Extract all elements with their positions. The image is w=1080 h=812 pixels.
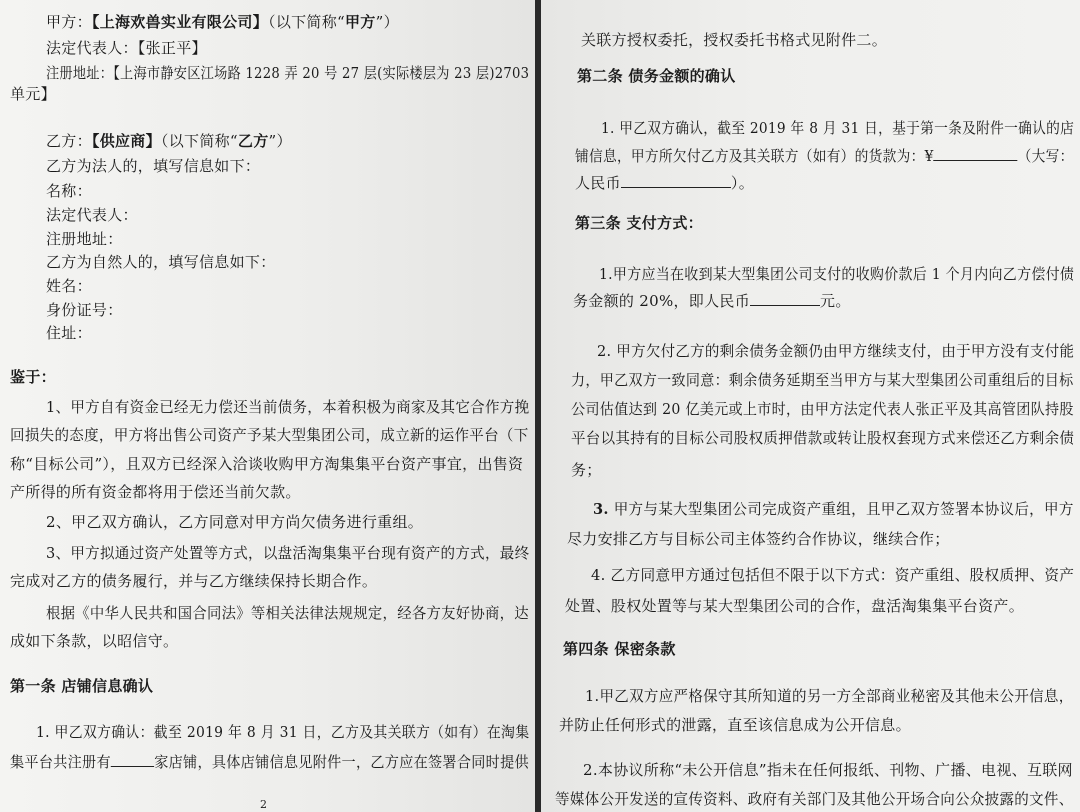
article-4-1-line-2: 并防止任何形式的泄露，直至该信息成为公开信息。 (559, 716, 911, 734)
article-1-line-2-b: 家店铺，具体店铺信息见附件一，乙方应在签署合同时提供 (154, 753, 529, 771)
field-representative: 法定代表人： (46, 206, 138, 224)
article-1-line-2 (10, 752, 529, 772)
whereas-1-line-3: 称“目标公司”），且双方已经深入洽谈收购甲方淘集集平台资产事宜，出售资 (10, 455, 524, 473)
left-page (0, 0, 535, 812)
field-id-number: 身份证号： (46, 301, 123, 319)
article-4-1-line-1: 1.甲乙双方应严格保守其所知道的另一方全部商业秘密及其他未公开信息， (585, 687, 1074, 705)
article-3-2-line-5: 务； (571, 461, 602, 479)
article-3-heading: 第三条 支付方式： (575, 214, 703, 232)
party-a-address-cont: 单元】 (10, 85, 56, 103)
article-1-cont: 关联方授权委托，授权委托书格式见附件二。 (581, 31, 888, 49)
natural-person-header: 乙方为自然人的，填写信息如下： (46, 253, 276, 271)
field-person-name: 姓名： (46, 277, 92, 295)
party-a-abbr-suffix: ”） (375, 13, 399, 31)
article-3-4-line-1: 4. 乙方同意甲方通过包括但不限于以下方式：资产重组、股权质押、资产 (591, 566, 1075, 584)
party-a-representative: 法定代表人：【张正平】 (46, 39, 207, 57)
whereas-3-line-2: 完成对乙方的债务履行，并与乙方继续保持长期合作。 (10, 572, 378, 590)
article-2-line-3 (575, 173, 754, 193)
payment-blank (750, 291, 820, 306)
page-number: 2 (260, 798, 267, 811)
article-4-2-line-1: 2.本协议所称“未公开信息”指未在任何报纸、刊物、广播、电视、互联网 (583, 761, 1073, 779)
party-a-label: 甲方： (46, 13, 92, 31)
party-a-name: 【上海欢兽实业有限公司】 (91, 13, 269, 31)
party-a-abbr: 甲方 (345, 13, 376, 31)
legal-basis-line-1: 根据《中华人民共和国合同法》等相关法律法规规定，经各方友好协商，达 (46, 604, 529, 622)
party-b-abbr-suffix: ”） (268, 132, 292, 150)
whereas-1-line-2: 回损失的态度，甲方将出售公司资产予某大型集团公司，成立新的运作平台（下 (10, 426, 529, 444)
field-address: 注册地址： (46, 230, 123, 248)
article-3-1-line-2 (573, 291, 851, 311)
article-4-2-line-2: 等媒体公开发送的宣传资料、政府有关部门及其他公开场合向公众披露的文件、 (555, 790, 1074, 808)
legal-person-header: 乙方为法人的，填写信息如下： (46, 157, 261, 175)
article-2-line-1: 1. 甲乙双方确认，截至 2019 年 8 月 31 日，基于第一条及附件一确认的店 (601, 119, 1075, 137)
amount-words-blank (621, 173, 731, 188)
whereas-heading: 鉴于： (10, 368, 56, 386)
article-3-1-line-2-b: 元。 (820, 292, 851, 310)
whereas-3-line-1: 3、甲方拟通过资产处置等方式，以盘活淘集集平台现有资产的方式，最终 (46, 544, 530, 562)
party-b-name: 【供应商】 (91, 132, 161, 150)
article-4-heading: 第四条 保密条款 (563, 640, 676, 658)
article-3-2-line-4: 平台以其持有的目标公司股权质押借款或转让股权套现方式来偿还乙方剩余债 (571, 429, 1075, 447)
article-1-heading: 第一条 店铺信息确认 (10, 677, 154, 695)
article-3-3-line-2: 尽力安排乙方与目标公司主体签约合作协议，继续合作； (567, 530, 950, 548)
field-name: 名称： (46, 182, 92, 200)
party-b-abbr-prefix: （以下简称“ (160, 132, 238, 150)
article-3-3-text: 甲方与某大型集团公司完成资产重组，且甲乙双方签署本协议后，甲方 (613, 500, 1074, 518)
party-a-abbr-prefix: （以下简称“ (268, 13, 345, 31)
right-page (541, 0, 1080, 812)
party-b-label: 乙方： (46, 132, 92, 150)
article-2-line-2 (575, 146, 1074, 166)
article-3-2-line-3: 公司估值达到 20 亿美元或上市时，由甲方法定代表人张正平及其高管团队持股 (571, 400, 1074, 418)
whereas-2: 2、甲乙双方确认，乙方同意对甲方尚欠债务进行重组。 (46, 513, 424, 531)
article-3-4-line-2: 处置、股权处置等与某大型集团公司的合作，盘活淘集集平台资产。 (565, 597, 1025, 615)
article-3-1-line-2-a: 务金额的 20%，即人民币 (573, 292, 751, 310)
field-residence: 住址： (46, 324, 92, 342)
article-2-line-2-b: （大写： (1017, 147, 1074, 165)
party-b-abbr: 乙方 (237, 132, 269, 150)
article-2-line-3-b: ）。 (730, 174, 755, 192)
shop-count-blank (111, 752, 154, 767)
article-3-2-line-2: 力，甲乙双方一致同意：剩余债务延期至当甲方与某大型集团公司重组后的目标 (571, 371, 1074, 389)
article-3-3-number: 3. (593, 500, 609, 518)
whereas-1-line-1: 1、甲方自有资金已经无力偿还当前债务，本着积极为商家及其它合作方挽 (46, 398, 530, 416)
article-2-heading: 第二条 债务金额的确认 (577, 67, 736, 85)
amount-blank (934, 146, 1018, 161)
article-1-line-2-a: 集平台共注册有 (10, 753, 111, 771)
article-1-line-1: 1. 甲乙双方确认：截至 2019 年 8 月 31 日，乙方及其关联方（如有）在淘集 (36, 723, 530, 741)
article-3-1-line-1: 1.甲方应当在收到某大型集团公司支付的收购价款后 1 个月内向乙方偿付债 (599, 265, 1075, 283)
party-b-line (46, 131, 292, 151)
article-3-3-line-1 (593, 499, 1074, 519)
party-a-line (46, 12, 399, 32)
article-3-2-line-1: 2. 甲方欠付乙方的剩余债务金额仍由甲方继续支付，由于甲方没有支付能 (597, 342, 1075, 360)
article-2-line-2-a: 铺信息，甲方所欠付乙方及其关联方（如有）的货款为：¥ (575, 147, 934, 165)
party-a-address: 注册地址：【上海市静安区江场路 1228 弄 20 号 27 层(实际楼层为 23 层)2703 (46, 64, 530, 82)
legal-basis-line-2: 成如下条款，以昭信守。 (10, 632, 179, 650)
article-2-line-3-a: 人民币 (575, 174, 621, 192)
whereas-1-line-4: 产所得的所有资金都将用于偿还当前欠款。 (10, 483, 301, 501)
